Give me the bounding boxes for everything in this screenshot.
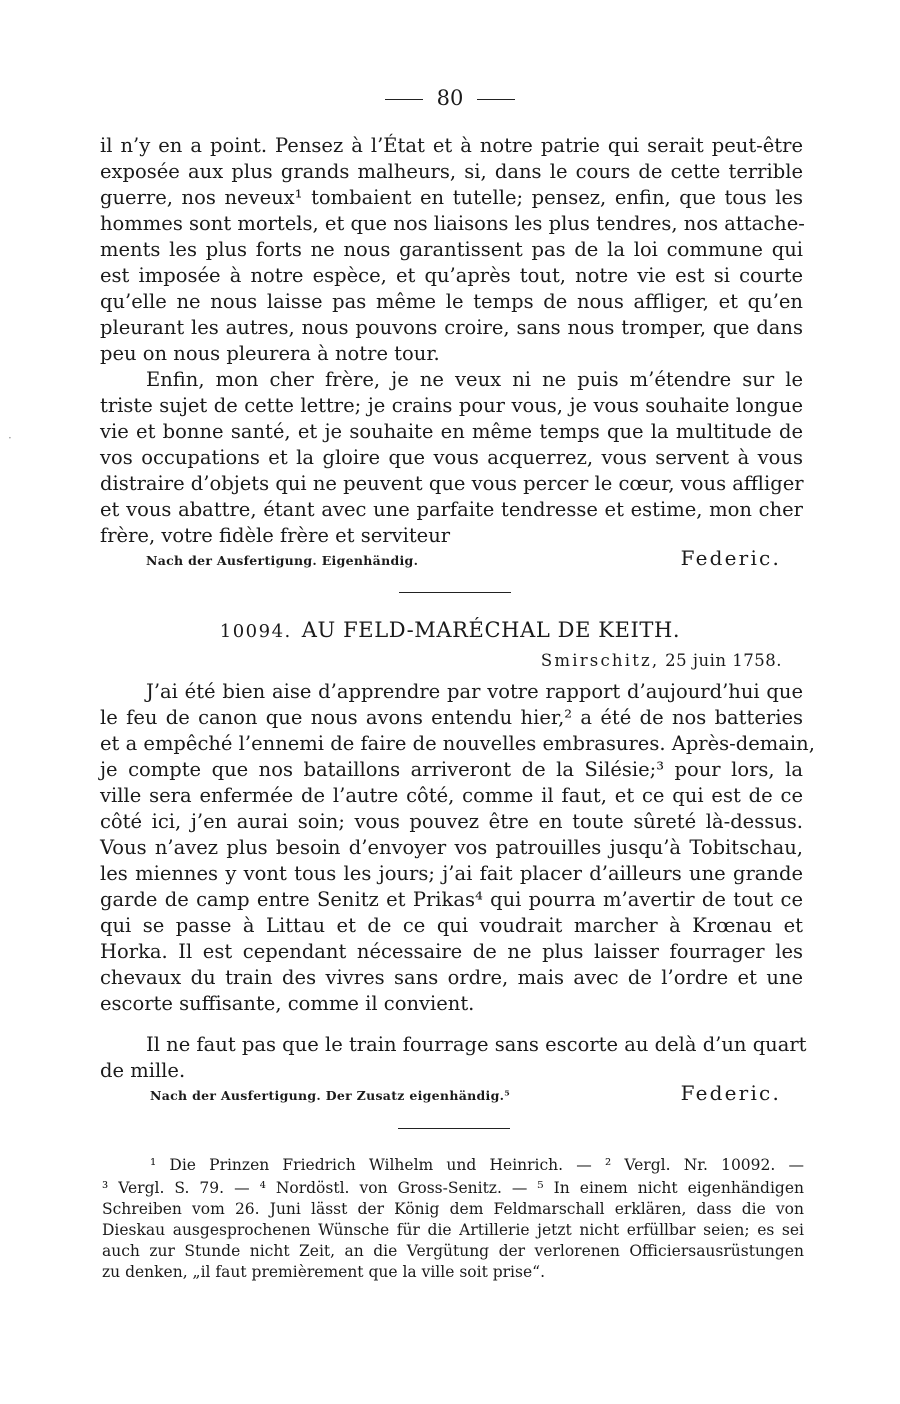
text-line: triste sujet de cette lettre; je crains pour vous, je vous souhaite longue <box>100 394 803 417</box>
text-line: et a empêché l’ennemi de faire de nouvelles embrasures. Après-demain, <box>100 732 815 755</box>
header-dash-left <box>385 99 423 100</box>
header-dash-right <box>477 99 515 100</box>
text-line: chevaux du train des vivres sans ordre, mais avec de l’ordre et une <box>100 966 803 989</box>
page-header <box>0 86 900 110</box>
text-line: pleurant les autres, nous pouvons croire, sans nous tromper, que dans <box>100 316 803 339</box>
letter-number: 10094. <box>219 621 292 642</box>
text-line: Il ne faut pas que le train fourrage sans escorte au delà d’un quart <box>146 1033 807 1056</box>
text-line: distraire d’objets qui ne peuvent que vous percer le cœur, vous affliger <box>100 472 804 495</box>
text-line: je compte que nos bataillons arriveront de la Silésie;³ pour lors, la <box>100 758 803 781</box>
text-line: et vous abattre, étant avec une parfaite tendresse et estime, mon cher <box>100 498 803 521</box>
signature: Federic. <box>680 546 781 570</box>
text-line: Vous n’avez plus besoin d’envoyer vos patrouilles jusqu’à Tobitschau, <box>100 836 803 859</box>
page-number: 80 <box>436 86 464 110</box>
footnote-line: Dieskau ausgesprochenen Wünsche für die Artillerie jetzt nicht erfüllbar seien; es sei <box>102 1221 804 1239</box>
text-line: Horka. Il est cependant nécessaire de ne plus laisser fourrager les <box>100 940 803 963</box>
footnote-line: auch zur Stunde nicht Zeit, an die Vergütung der verlorenen Officiersausrüstungen <box>102 1242 804 1260</box>
text-line: vos occupations et la gloire que vous acquerrez, vous servent à vous <box>100 446 803 469</box>
dateline-date: 25 juin 1758. <box>665 651 782 670</box>
text-line: vie et bonne santé, et je souhaite en même temps que la multitude de <box>100 420 803 443</box>
text-line: Enfin, mon cher frère, je ne veux ni ne puis m’étendre sur le <box>146 368 803 391</box>
text-line: ments les plus forts ne nous garantissent pas de la loi commune qui <box>100 238 803 261</box>
text-line: J’ai été bien aise d’apprendre par votre rapport d’aujourd’hui que <box>146 680 803 703</box>
text-line: ville sera enfermée de l’autre côté, comme il faut, et ce qui est de ce <box>100 784 803 807</box>
footnote-line: zu denken, „il faut premièrement que la ville soit prise“. <box>102 1263 545 1281</box>
text-line: les miennes y vont tous les jours; j’ai fait placer d’ailleurs une grande <box>100 862 803 885</box>
text-line: est imposée à notre espèce, et qu’après tout, notre vie est si courte <box>100 264 803 287</box>
dateline <box>541 651 782 670</box>
letter-2-heading <box>0 618 900 642</box>
letter-1-closing <box>100 544 803 570</box>
text-line: hommes sont mortels, et que nos liaisons les plus tendres, nos attache- <box>100 212 805 235</box>
text-line: guerre, nos neveux¹ tombaient en tutelle; pensez, enfin, que tous les <box>100 186 803 209</box>
letter-2-closing <box>100 1079 803 1105</box>
text-line: il n’y en a point. Pensez à l’État et à notre patrie qui serait peut-être <box>100 134 803 157</box>
text-line: peu on nous pleurera à notre tour. <box>100 342 440 365</box>
text-line: qu’elle ne nous laisse pas même le temps de nous affliger, et qu’en <box>100 290 803 313</box>
footnote-line: ³ Vergl. S. 79. — ⁴ Nordöstl. von Gross-Senitz. — ⁵ In einem nicht eigenhändigen <box>102 1179 804 1197</box>
text-line: qui se passe à Littau et de ce qui voudrait marcher à Krœnau et <box>100 914 803 937</box>
footnote-divider <box>398 1128 510 1129</box>
text-line: garde de camp entre Senitz et Prikas⁴ qui pourra m’avertir de tout ce <box>100 888 803 911</box>
text-line: escorte suffisante, comme il convient. <box>100 992 475 1015</box>
source-note: Nach der Ausfertigung. Eigenhändig. <box>146 553 419 568</box>
letter-title: AU FELD-MARÉCHAL DE KEITH. <box>301 618 681 642</box>
margin-mark: · <box>8 431 12 445</box>
text-line: exposée aux plus grands malheurs, si, dans le cours de cette terrible <box>100 160 803 183</box>
text-line: côté ici, j’en aurai soin; vous pouvez être en toute sûreté là-dessus. <box>100 810 803 833</box>
text-line: le feu de canon que nous avons entendu hier,² a été de nos batteries <box>100 706 803 729</box>
footnote-line: Schreiben vom 26. Juni lässt der König dem Feldmarschall erklären, dass die von <box>102 1200 804 1218</box>
source-note: Nach der Ausfertigung. Der Zusatz eigenhändig.⁵ <box>150 1088 511 1103</box>
signature: Federic. <box>680 1081 781 1105</box>
section-divider <box>399 592 511 593</box>
text-line: de mille. <box>100 1059 186 1082</box>
dateline-place: Smirschitz, <box>540 651 660 670</box>
text-line: frère, votre fidèle frère et serviteur <box>100 524 451 547</box>
footnote-line: ¹ Die Prinzen Friedrich Wilhelm und Heinrich. — ² Vergl. Nr. 10092. — <box>150 1156 804 1174</box>
